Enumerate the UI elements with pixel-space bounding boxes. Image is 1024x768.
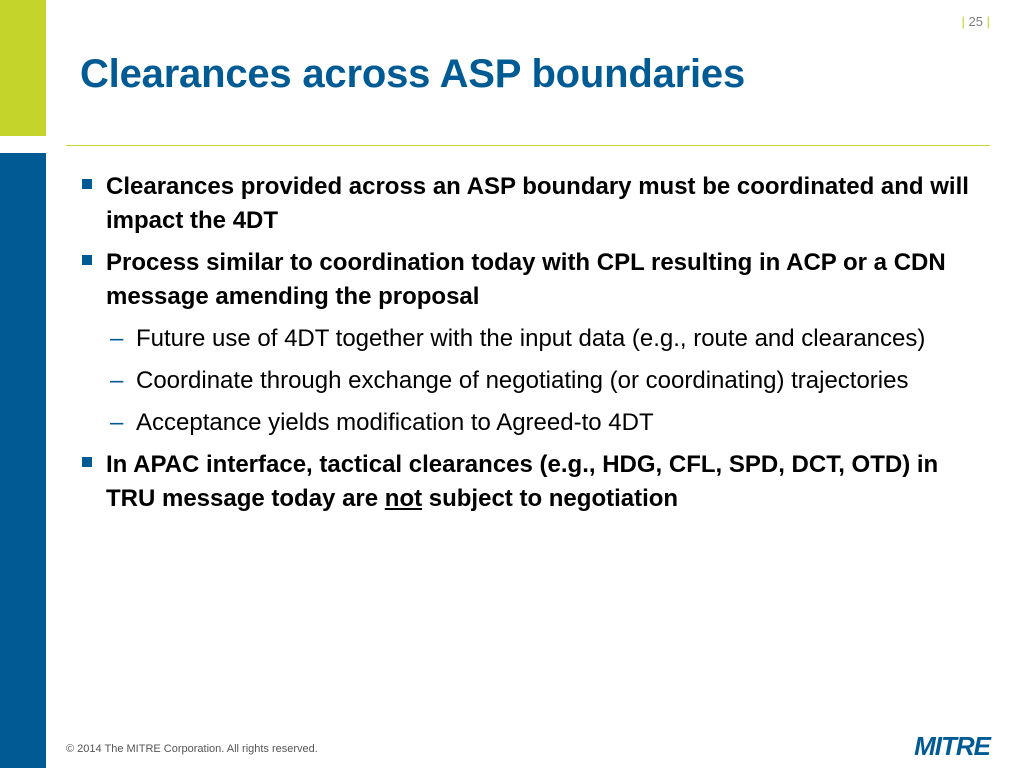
bullet-text: Clearances provided across an ASP boundary must be coordinated and will impact the 4DT (106, 173, 969, 234)
square-bullet-icon (82, 255, 92, 265)
copyright-notice: © 2014 The MITRE Corporation. All rights reserved. (66, 743, 318, 755)
bullet-item (80, 448, 990, 516)
sub-bullet-item (80, 364, 990, 398)
bullet-item (80, 170, 990, 238)
page-number: | 25 | (961, 14, 990, 29)
sub-bullet-item (80, 406, 990, 440)
bullet-text: Process similar to coordination today with CPL resulting in ACP or a CDN message amending the proposal (106, 249, 946, 310)
square-bullet-icon (82, 457, 92, 467)
dash-bullet-icon: – (110, 325, 124, 352)
bullet-text-before: In APAC interface, tactical clearances (e.g., HDG, CFL, SPD, DCT, OTD) in TRU message today are (106, 451, 939, 512)
mitre-logo: MITRE (914, 731, 990, 761)
slide-body (80, 170, 990, 524)
accent-bar-blue (0, 153, 46, 768)
sub-bullet-text: Acceptance yields modification to Agreed-to 4DT (136, 409, 654, 436)
sub-bullet-item (80, 322, 990, 356)
sub-bullet-text: Future use of 4DT together with the input data (e.g., route and clearances) (136, 325, 926, 352)
sub-bullet-text: Coordinate through exchange of negotiating (or coordinating) trajectories (136, 367, 909, 394)
square-bullet-icon (82, 179, 92, 189)
dash-bullet-icon: – (110, 409, 124, 436)
page-number-value: 25 (968, 14, 983, 29)
title-divider (66, 145, 990, 146)
accent-bar-green (0, 0, 46, 136)
slide-title: Clearances across ASP boundaries (80, 52, 746, 96)
bullet-item (80, 246, 990, 314)
dash-bullet-icon: – (110, 367, 124, 394)
bullet-text-after: subject to negotiation (422, 485, 679, 512)
bullet-emphasis: not (384, 485, 423, 512)
